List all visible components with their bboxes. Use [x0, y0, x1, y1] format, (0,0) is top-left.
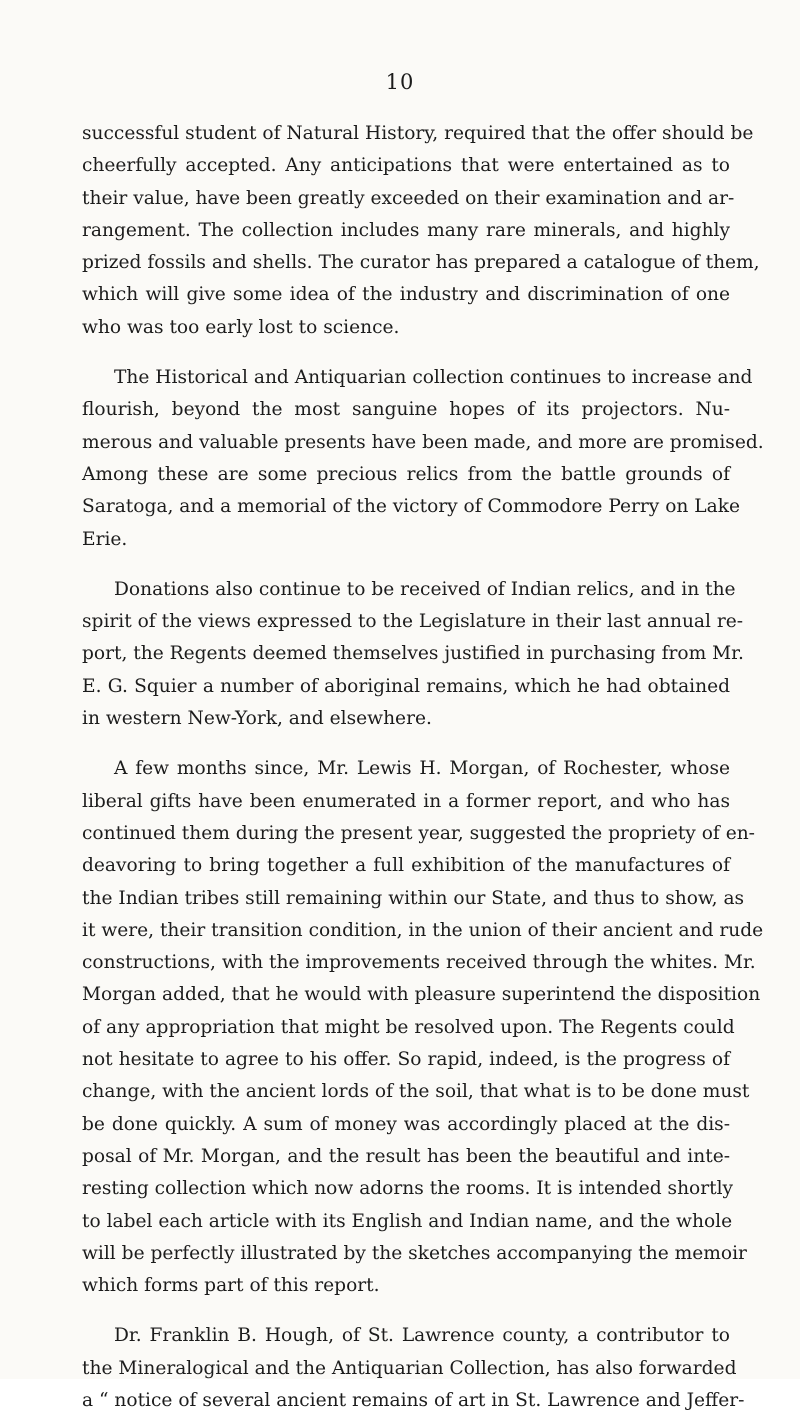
text-line: Saratoga, and a memorial of the victory of Commodore Perry on Lake — [82, 496, 740, 518]
paragraph-historical-collection — [82, 362, 764, 556]
text-line: the Indian tribes still remaining within our State, and thus to show, as — [82, 887, 745, 909]
page-number: 10 — [385, 70, 415, 94]
text-line: successful student of Natural History, required that the offer should be — [82, 123, 754, 144]
text-line: it were, their transition condition, in the union of their ancient and rude — [82, 919, 764, 941]
text-line: flourish, beyond the most sanguine hopes of its projectors. Nu- — [82, 399, 730, 421]
paragraph-donations — [82, 574, 744, 735]
text-line: not hesitate to agree to his offer. So rapid, indeed, is the progress of — [82, 1049, 730, 1071]
text-line: Morgan added, that he would with pleasure superintend the disposition — [82, 984, 761, 1006]
paragraph-morgan — [82, 753, 764, 1302]
text-line: Donations also continue to be received of Indian relics, and in the — [114, 578, 736, 600]
text-line: E. G. Squier a number of aboriginal remains, which he had obtained — [82, 675, 730, 697]
text-line: who was too early lost to science. — [82, 316, 400, 338]
text-line: resting collection which now adorns the rooms. It is intended shortly — [82, 1178, 734, 1200]
text-line: port, the Regents deemed themselves justified in purchasing from Mr. — [82, 643, 744, 665]
text-line: constructions, with the improvements received through the whites. Mr. — [82, 952, 756, 974]
text-line: posal of Mr. Morgan, and the result has been the beautiful and inte- — [82, 1145, 730, 1167]
text-line: the Mineralogical and the Antiquarian Collection, has also forwarded — [82, 1357, 737, 1379]
text-line: deavoring to bring together a full exhibition of the manufactures of — [82, 855, 730, 877]
text-line: A few months since, Mr. Lewis H. Morgan, of Rochester, whose — [114, 758, 730, 780]
text-line: will be perfectly illustrated by the sketches accompanying the memoir — [82, 1242, 747, 1264]
paragraph-natural-history — [82, 118, 760, 344]
text-line: Erie. — [82, 528, 128, 550]
body-text — [82, 118, 764, 1417]
text-line: which forms part of this report. — [82, 1275, 380, 1297]
text-line: change, with the ancient lords of the soil, that what is to be done must — [82, 1081, 750, 1103]
text-line: spirit of the views expressed to the Legislature in their last annual re- — [82, 611, 744, 633]
text-line: liberal gifts have been enumerated in a former report, and who has — [82, 790, 730, 812]
text-line: in western New-York, and elsewhere. — [82, 708, 432, 730]
text-line: their value, have been greatly exceeded on their examination and ar- — [82, 187, 735, 209]
text-line: Among these are some precious relics from the battle grounds of — [82, 463, 730, 485]
text-line: a “ notice of several ancient remains of art in St. Lawrence and Jeffer- — [82, 1389, 745, 1411]
text-line: prized fossils and shells. The curator has prepared a catalogue of them, — [82, 252, 760, 274]
text-line: cheerfully accepted. Any anticipations that were entertained as to — [82, 155, 730, 177]
text-line: Dr. Franklin B. Hough, of St. Lawrence county, a contributor to — [114, 1325, 730, 1347]
text-line: be done quickly. A sum of money was accordingly placed at the dis- — [82, 1113, 730, 1135]
text-line: of any appropriation that might be resolved upon. The Regents could — [82, 1016, 735, 1038]
text-line: rangement. The collection includes many rare minerals, and highly — [82, 219, 730, 241]
text-line: to label each article with its English and Indian name, and the whole — [82, 1210, 733, 1232]
text-line: The Historical and Antiquarian collection continues to increase and — [114, 367, 753, 389]
text-line: continued them during the present year, suggested the propriety of en- — [82, 822, 755, 844]
paragraph-hough — [82, 1320, 745, 1417]
text-line: merous and valuable presents have been made, and more are promised. — [82, 431, 764, 453]
text-line: which will give some idea of the industry and discrimination of one — [82, 284, 730, 306]
